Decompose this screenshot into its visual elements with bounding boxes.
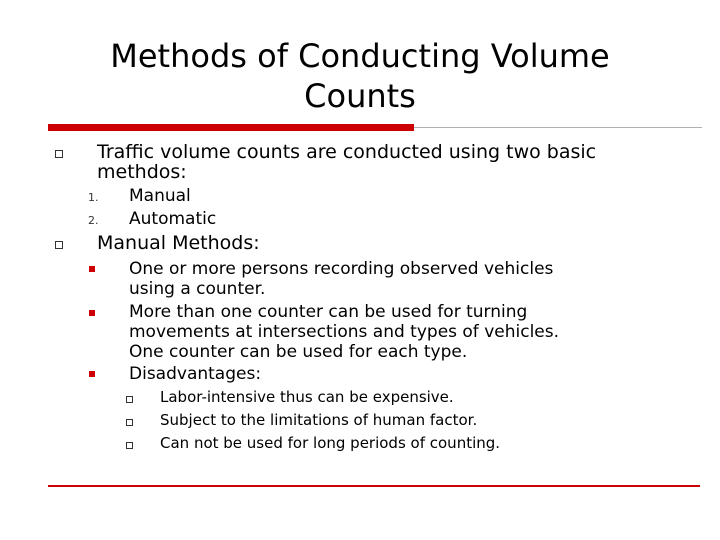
- disadvantage-3: Can not be used for long periods of counting.: [160, 434, 501, 452]
- subitem-2-line-1: More than one counter can be used for turning: [129, 302, 528, 322]
- number-marker: 2.: [88, 214, 99, 227]
- bullet-1-line-2: methdos:: [97, 161, 187, 183]
- footer-divider: [48, 485, 700, 487]
- title-divider-line: [414, 127, 702, 128]
- numbered-item-automatic: Automatic: [129, 209, 217, 229]
- subitem-2-line-3: One counter can be used for each type.: [129, 342, 468, 362]
- hollow-square-bullet-icon: [126, 396, 133, 403]
- subitem-1-line-2: using a counter.: [129, 279, 266, 299]
- disadvantage-1: Labor-intensive thus can be expensive.: [160, 388, 454, 406]
- title-divider-accent: [48, 124, 414, 131]
- slide-title: [60, 36, 660, 116]
- title-line-1: Methods of Conducting Volume: [110, 37, 610, 75]
- filled-square-bullet-icon: [89, 310, 95, 316]
- number-marker: 1.: [88, 191, 99, 204]
- disadvantage-2: Subject to the limitations of human factor.: [160, 411, 478, 429]
- hollow-square-bullet-icon: [55, 241, 63, 249]
- hollow-square-bullet-icon: [126, 442, 133, 449]
- filled-square-bullet-icon: [89, 266, 95, 272]
- title-line-2: Counts: [304, 77, 416, 115]
- subitem-3: Disadvantages:: [129, 364, 262, 384]
- bullet-2-text: Manual Methods:: [97, 232, 260, 254]
- hollow-square-bullet-icon: [126, 419, 133, 426]
- filled-square-bullet-icon: [89, 371, 95, 377]
- bullet-1-text: [97, 142, 677, 182]
- subitem-1-line-1: One or more persons recording observed vehicles: [129, 259, 554, 279]
- bullet-1-line-1: Traffic volume counts are conducted using two basic: [97, 141, 597, 163]
- numbered-item-manual: Manual: [129, 186, 191, 206]
- subitem-1: [129, 259, 669, 299]
- hollow-square-bullet-icon: [55, 150, 63, 158]
- subitem-2: [129, 302, 669, 362]
- subitem-2-line-2: movements at intersections and types of vehicles.: [129, 322, 560, 342]
